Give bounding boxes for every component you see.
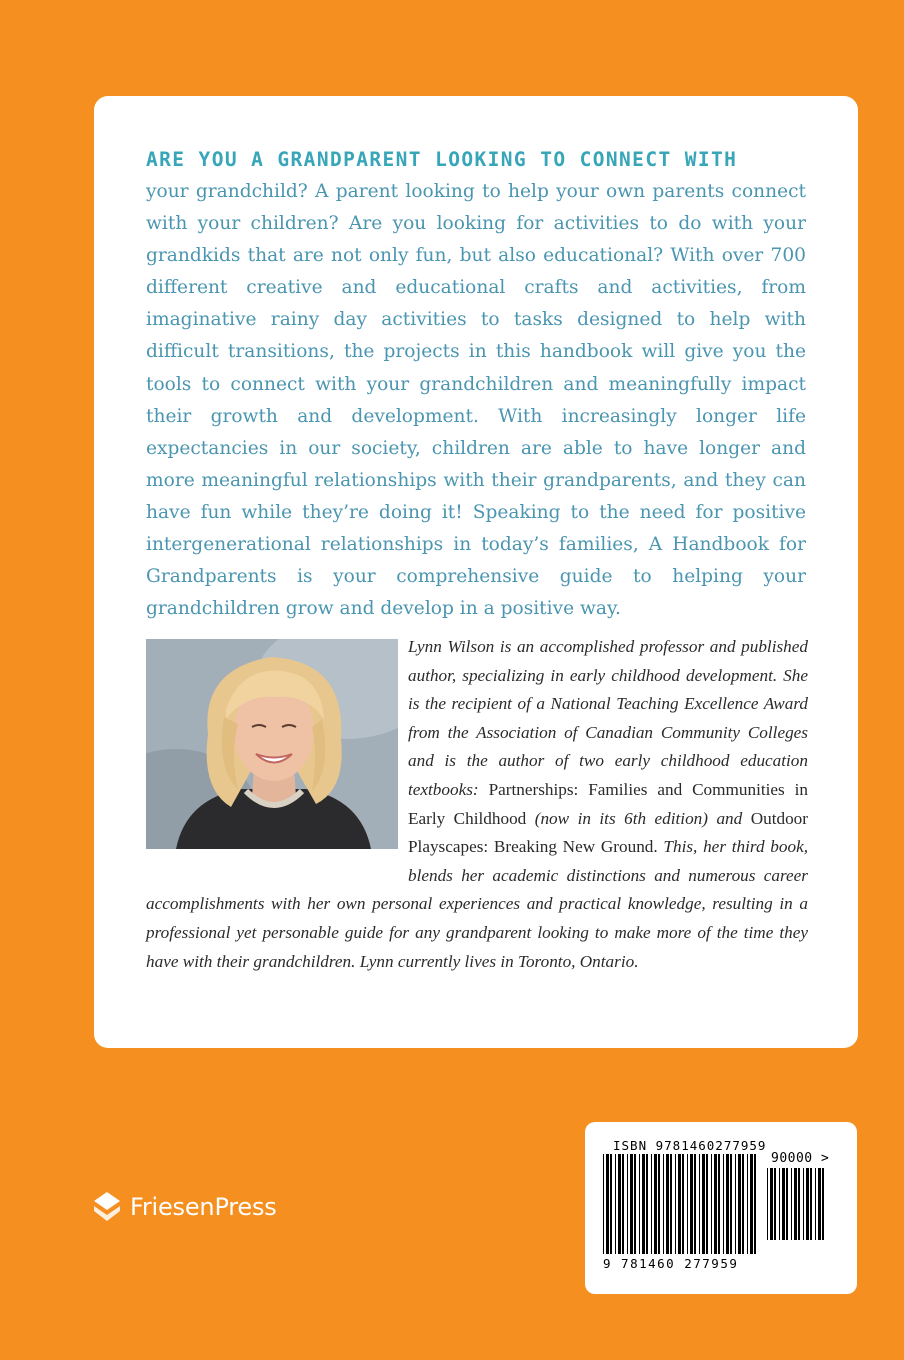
ean-digits: 9 781460 277959 (603, 1256, 739, 1271)
book-title-partnerships: Partnerships: Families and Communities in Early Childhood (408, 779, 808, 828)
isbn-label: ISBN 9781460277959 (613, 1138, 767, 1153)
barcode-box (585, 1122, 857, 1294)
publisher-name: FriesenPress (130, 1193, 277, 1221)
publisher-logo (92, 1190, 277, 1224)
price-barcode (765, 1168, 829, 1240)
friesenpress-logo-icon (92, 1190, 122, 1224)
blurb-text: your grandchild? A parent looking to help your own parents connect with your children? Are you looking for activities to do with your grandkids that are not only fun, but also educational? With over 700 different creative and educational crafts and activities, from imaginative rainy day activities to tasks designed to help with difficult transitions, the projects in this handbook will give you the tools to connect with your grandchildren and meaningfully impact their growth and development. With increasingly longer life expectancies in our society, children are able to have longer and more meaningful relationships with their grandparents, and they can have fun while they’re doing it! Speaking to the need for positive intergenerational relationships in today’s families, A Handbook for Grandparents is your comprehensive guide to helping your grandchildren grow and develop in a positive way. (146, 181, 806, 620)
back-cover-panel (94, 96, 858, 1048)
bio-part-1: Lynn Wilson is an accomplished professor and published author, specializing in early childhood development. She is the recipient of a National Teaching Excellence Award from the Association of Canadian Community Colleges and is the author of two early childhood education textbooks: (408, 637, 808, 799)
author-bio (146, 633, 808, 976)
bio-part-3: This, her third book, blends her academic distinctions and numerous career accomplishments with her own personal experiences and practical knowledge, resulting in a professional yet personable guide for any grandparent looking to make more of the time they have with their grandchildren. Lynn currently lives in Toronto, Ontario. (146, 837, 808, 971)
blurb-headline: ARE YOU A GRANDPARENT LOOKING TO CONNECT WITH (146, 148, 738, 171)
isbn-barcode (601, 1154, 761, 1258)
book-blurb (146, 144, 806, 625)
bio-part-2: (now in its 6th edition) and (526, 808, 751, 828)
book-title-outdoor-playscapes: Outdoor Playscapes: Breaking New Ground. (408, 808, 808, 857)
price-code: 90000 > (771, 1151, 830, 1166)
